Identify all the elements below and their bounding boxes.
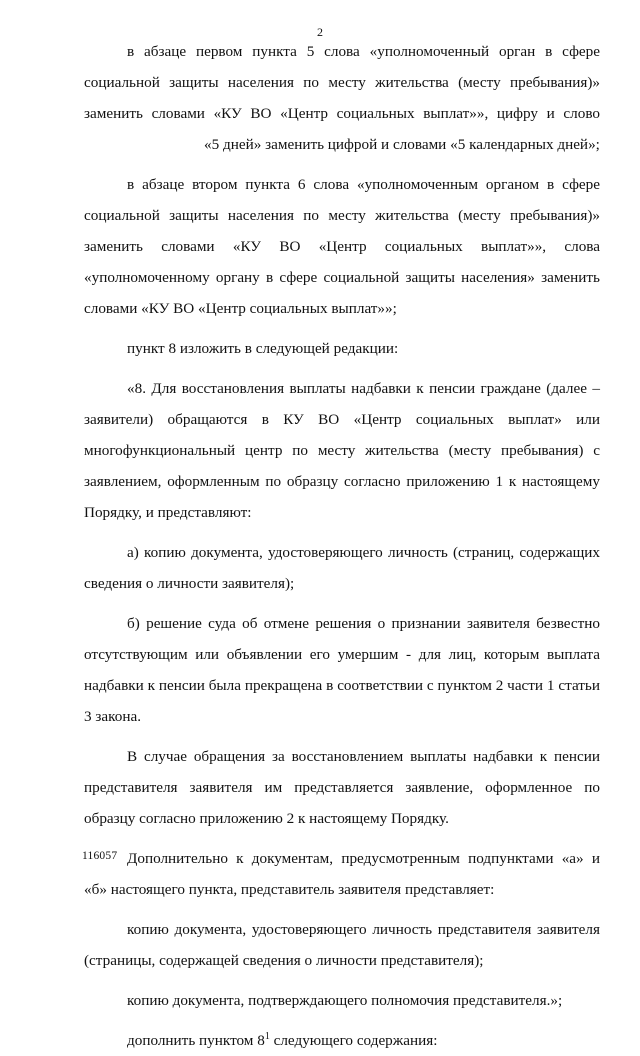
- superscript-one: 1: [264, 1031, 270, 1042]
- paragraph-1: в абзаце первом пункта 5 слова «уполномоченный орган в сфере социальной защиты населения по месту жительства (месту пребывания)» заменить словами «КУ ВО «Центр социальных выплат»», цифру и слово«5 дней» заменить цифрой и словами «5 календарных дней»;: [84, 43, 600, 153]
- paragraph-4: «8. Для восстановления выплаты надбавки к пенсии граждане (далее – заявители) обращаются в КУ ВО «Центр социальных выплат» или многофункциональный центр по месту жительства (месту пребывания) с заявлением, оформленным по образцу согласно приложению 1 к настоящему Порядку, и представляют:: [84, 380, 600, 521]
- paragraph-8: Дополнительно к документам, предусмотренным подпунктами «а» и «б» настоящего пункта, представитель заявителя представляет:: [84, 850, 600, 898]
- paragraph-9: копию документа, удостоверяющего личность представителя заявителя (страницы, содержащей сведения о личности представителя);: [84, 921, 600, 969]
- document-code: 116057: [82, 850, 118, 862]
- paragraph-3: пункт 8 изложить в следующей редакции:: [127, 340, 399, 357]
- paragraph-2: в абзаце втором пункта 6 слова «уполномоченным органом в сфере социальной защиты населения по месту жительства (месту пребывания)» заменить словами «КУ ВО «Центр социальных выплат»», слова «уполномоченному органу в сфере социальной защиты населения» заменить словами «КУ ВО «Центр социальных выплат»»;: [84, 176, 600, 317]
- paragraph-5: а) копию документа, удостоверяющего личность (страниц, содержащих сведения о личности заявителя);: [84, 544, 600, 592]
- page-number: 2: [317, 25, 323, 39]
- paragraph-6: б) решение суда об отмене решения о признании заявителя безвестно отсутствующим или объявлении его умершим - для лиц, которым выплата надбавки к пенсии была прекращена в соответствии с пунктом 2 части 1 статьи 3 закона.: [84, 615, 600, 725]
- paragraph-11: дополнить пунктом $8^1$ следующего содержания:: [127, 1031, 438, 1049]
- paragraph-10: копию документа, подтверждающего полномочия представителя.»;: [127, 992, 563, 1009]
- document-body: [84, 36, 600, 1056]
- paragraph-7: В случае обращения за восстановлением выплаты надбавки к пенсии представителя заявителя им представляется заявление, оформленное по образцу согласно приложению 2 к настоящему Порядку.: [84, 748, 600, 827]
